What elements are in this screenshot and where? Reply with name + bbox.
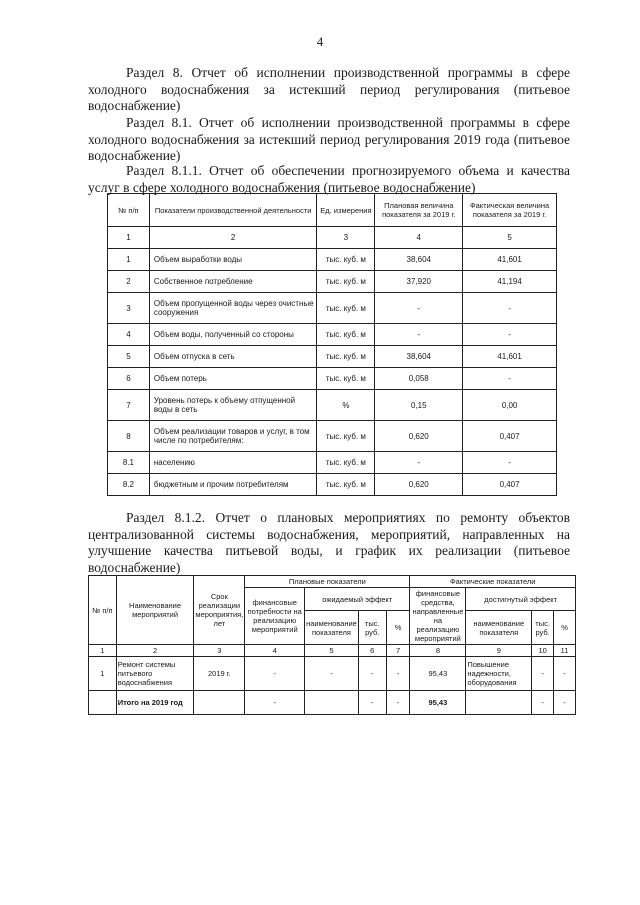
table-cell: - <box>463 324 557 346</box>
section-8-1-1-heading: Раздел 8.1.1. Отчет об обеспечении прогнозируемого объема и качества услуг в сфере холодного водоснабжения (питьевое водоснабжение) <box>88 163 570 195</box>
table-cell: 10 <box>532 645 554 657</box>
table-cell: 5 <box>108 346 150 368</box>
col-header: ожидаемый эффект <box>305 588 410 611</box>
table-cell: - <box>532 691 554 715</box>
table-row <box>108 368 557 390</box>
table-row <box>108 249 557 271</box>
table-cell: - <box>554 657 576 691</box>
table-cell: 95,43 <box>410 657 466 691</box>
col-header: финансовые потребности на реализацию мероприятий <box>245 588 305 645</box>
table-row <box>108 271 557 293</box>
table-cell: населению <box>149 452 317 474</box>
table-cell: 95,43 <box>410 691 466 715</box>
table-row <box>108 421 557 452</box>
table-cell: 4 <box>375 227 463 249</box>
table-cell: - <box>305 657 359 691</box>
table-cell: 2 <box>116 645 194 657</box>
table-cell: Объем выработки воды <box>149 249 317 271</box>
col-header: наименование показателя <box>466 611 532 645</box>
table-cell: 3 <box>194 645 245 657</box>
table-cell: тыс. куб. м <box>317 421 375 452</box>
table-cell: Повышение надежности, оборудования <box>466 657 532 691</box>
table-cell: тыс. куб. м <box>317 452 375 474</box>
col-header: Срок реализации мероприятия, лет <box>194 576 245 645</box>
table-row <box>108 474 557 496</box>
table-row <box>108 324 557 346</box>
section-8-1-2-heading: Раздел 8.1.2. Отчет о плановых мероприятиях по ремонту объектов централизованной системы водоснабжения, мероприятий, направленных на улучшение качества питьевой воды, и график их реализации (питьевое водоснабжение) <box>88 510 570 575</box>
col-header: достигнутый эффект <box>466 588 576 611</box>
table-cell: 37,920 <box>375 271 463 293</box>
table-cell: - <box>375 324 463 346</box>
table-cell: 2 <box>149 227 317 249</box>
table-cell: - <box>358 691 386 715</box>
table-cell: 8 <box>108 421 150 452</box>
page-number: 4 <box>316 34 324 49</box>
table-cell: 0,620 <box>375 474 463 496</box>
table-cell: - <box>554 691 576 715</box>
col-header: тыс. руб. <box>532 611 554 645</box>
table-cell: 1 <box>108 249 150 271</box>
col-header: Плановые показатели <box>245 576 410 588</box>
col-header: Ед. измерения <box>317 194 375 227</box>
table-cell: - <box>532 657 554 691</box>
col-header: Плановая величина показателя за 2019 г. <box>375 194 463 227</box>
table-cell: - <box>245 657 305 691</box>
column-number-row <box>108 227 557 249</box>
table-row <box>108 390 557 421</box>
table-cell: 1 <box>89 645 117 657</box>
table-cell: - <box>245 691 305 715</box>
table-cell: 8 <box>410 645 466 657</box>
table-cell: - <box>386 691 410 715</box>
table-cell: 4 <box>245 645 305 657</box>
table-cell: 5 <box>305 645 359 657</box>
table-cell: - <box>463 368 557 390</box>
table-cell: 0,620 <box>375 421 463 452</box>
table-cell: тыс. куб. м <box>317 474 375 496</box>
table-cell: 7 <box>108 390 150 421</box>
col-header: % <box>386 611 410 645</box>
table-cell: 11 <box>554 645 576 657</box>
table-cell: 0,15 <box>375 390 463 421</box>
col-header: № п/п <box>108 194 150 227</box>
table-cell: тыс. куб. м <box>317 324 375 346</box>
repair-measures-table <box>88 575 576 715</box>
table-cell: 7 <box>386 645 410 657</box>
table-cell: - <box>386 657 410 691</box>
table-cell: 9 <box>466 645 532 657</box>
table-cell: Ремонт системы питьевого водоснабжения <box>116 657 194 691</box>
table-cell: - <box>375 452 463 474</box>
col-header: Фактическая величина показателя за 2019 г. <box>463 194 557 227</box>
production-volume-table <box>107 193 557 496</box>
table-cell: тыс. куб. м <box>317 346 375 368</box>
table-cell: 3 <box>317 227 375 249</box>
table-cell: 6 <box>358 645 386 657</box>
table-cell: Объем потерь <box>149 368 317 390</box>
table-cell: тыс. куб. м <box>317 271 375 293</box>
table-cell: - <box>463 452 557 474</box>
table-cell: Объем отпуска в сеть <box>149 346 317 368</box>
table-cell: Собственное потребление <box>149 271 317 293</box>
table-cell: 41,601 <box>463 249 557 271</box>
table-cell: Объем реализации товаров и услуг, в том числе по потребителям: <box>149 421 317 452</box>
table-cell: 4 <box>108 324 150 346</box>
table-row <box>108 346 557 368</box>
table-cell: - <box>463 293 557 324</box>
table-cell: 0,058 <box>375 368 463 390</box>
table-cell: % <box>317 390 375 421</box>
table-cell: 1 <box>89 657 117 691</box>
column-number-row <box>89 645 576 657</box>
table-cell: тыс. куб. м <box>317 368 375 390</box>
table-cell: 41,601 <box>463 346 557 368</box>
table-cell: тыс. куб. м <box>317 293 375 324</box>
table-cell: 38,604 <box>375 346 463 368</box>
table-cell: 6 <box>108 368 150 390</box>
table-cell: 0,407 <box>463 421 557 452</box>
table-row <box>89 657 576 691</box>
table-cell: 1 <box>108 227 150 249</box>
col-header: % <box>554 611 576 645</box>
col-header: Показатели производственной деятельности <box>149 194 317 227</box>
col-header: тыс. руб. <box>358 611 386 645</box>
table-cell: 3 <box>108 293 150 324</box>
table-cell: тыс. куб. м <box>317 249 375 271</box>
table-cell: 0,407 <box>463 474 557 496</box>
col-header: № п/п <box>89 576 117 645</box>
col-header: наименование показателя <box>305 611 359 645</box>
col-header: финансовые средства, направленные на реализацию мероприятий <box>410 588 466 645</box>
table-cell: 8.1 <box>108 452 150 474</box>
section-8-1-heading: Раздел 8.1. Отчет об исполнении производственной программы в сфере холодного водоснабжения за истекший период регулирования 2019 года (питьевое водоснабжение) <box>88 115 570 163</box>
table-cell: - <box>358 657 386 691</box>
table-cell: 5 <box>463 227 557 249</box>
table-cell: 38,604 <box>375 249 463 271</box>
col-header: Наименование мероприятий <box>116 576 194 645</box>
table-cell: 0,00 <box>463 390 557 421</box>
table-cell: Объем воды, полученный со стороны <box>149 324 317 346</box>
table-cell: 8.2 <box>108 474 150 496</box>
table-cell: Уровень потерь к объему отпущенной воды в сеть <box>149 390 317 421</box>
table-cell: - <box>375 293 463 324</box>
table-cell: 2019 г. <box>194 657 245 691</box>
table-cell: 2 <box>108 271 150 293</box>
table-row <box>108 452 557 474</box>
col-header: Фактические показатели <box>410 576 576 588</box>
section-8-heading: Раздел 8. Отчет об исполнении производственной программы в сфере холодного водоснабжения за истекший период регулирования (питьевое водоснабжение) <box>88 65 570 113</box>
table-cell: Итого на 2019 год <box>116 691 194 715</box>
table-cell: бюджетным и прочим потребителям <box>149 474 317 496</box>
table-cell: Объем пропущенной воды через очистные сооружения <box>149 293 317 324</box>
table-cell: 41,194 <box>463 271 557 293</box>
total-row <box>89 691 576 715</box>
table-header-row <box>108 194 557 227</box>
table-row <box>108 293 557 324</box>
